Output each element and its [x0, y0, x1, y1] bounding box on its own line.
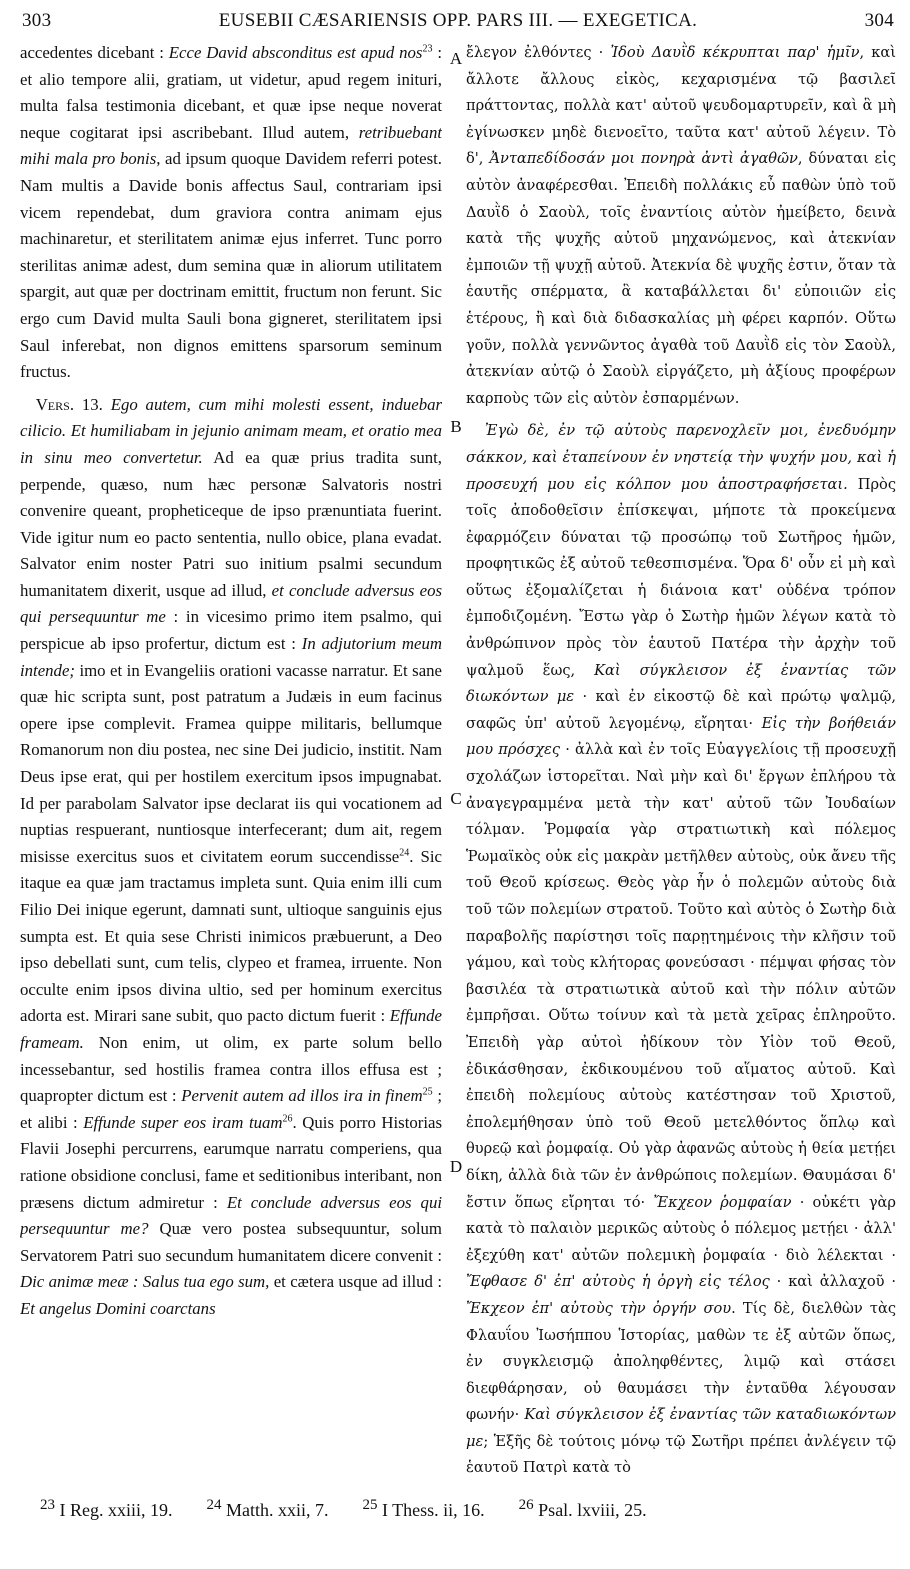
- text-run: ; Ἑξῆς δὲ τούτοις μόνῳ τῷ Σωτῆρι πρέπει ἀνλέγειν τῷ ἑαυτοῦ Πατρὶ κατὰ τὸ: [466, 1432, 896, 1477]
- scripture-quote: Καὶ σύγκλεισον ἐξ ἐναντίας τῶν καταδιωκόντων με: [466, 1406, 896, 1450]
- text-run: Non enim, ut olim, ex parte solum bello incessebantur, sed hostilis framea contra illos effusa est ; quapropter dictum est :: [20, 1032, 442, 1106]
- footnote-24: [207, 1497, 329, 1523]
- footnote-26: [519, 1497, 647, 1523]
- text-run: Πρὸς τοῖς ἀποδοθεῖσιν ἐπίσκεψαι, μήποτε τὰ προκείμενα ἐφαρμόζειν δύναται τῷ προσώπῳ τοῦ Σωτῆρος ἡμῶν, προφητικῶς ἐξ αὐτοῦ τεθεσπισμένα. Ὅρα δ' οὖν εἰ μὴ καὶ οὕτως ἐξομαλίζεται ἡ διάνοια κατ' οὐδένα τρόπον ἐμποδιζομένη. Ἔστω γὰρ ὁ Σωτὴρ ἡμῶν λέγων κατὰ τὸ ἀνθρώπινον πρὸς τὸν ἑαυτοῦ Πατέρα τὴν ἀρχὴν τοῦ ψαλμοῦ ἕως,: [466, 475, 896, 679]
- footnote-mark: 24: [206, 1497, 222, 1513]
- text-run: Quæ vero postea subsequuntur, solum Servatorem Patri suo secundum humanitatem dicere convenit :: [20, 1219, 442, 1265]
- scripture-quote: Καὶ σύγκλεισον ἐξ ἐναντίας τῶν διωκόντων με: [466, 661, 896, 706]
- scripture-quote: Ἔφθασε δ' ἐπ' αὐτοὺς ἡ ὀργὴ εἰς τέλος: [466, 1273, 770, 1291]
- footnote-25: [363, 1497, 485, 1523]
- text-run: · καὶ ἀλλαχοῦ ·: [769, 1273, 896, 1291]
- footnote-mark: 25: [362, 1497, 378, 1513]
- text-run: accedentes dicebant :: [20, 43, 169, 62]
- footnote-ref: 23: [422, 43, 433, 55]
- text-run: . Τίς δὲ, διελθὼν τὰς Φλαυΐου Ἰωσήππου Ἱστορίας, μαθὼν τε ἐξ αὐτῶν ὅπως, ἐν συγκλεισμῷ ἀποληφθέντες, λιμῷ καὶ στάσει διεφθάρησαν, οὐ θαυμάσει τὴν ἐνταῦθα λέγουσαν φωνήν·: [466, 1299, 896, 1424]
- margin-marker-c: C: [450, 789, 462, 808]
- footnote-text: I Thess. ii, 16.: [377, 1500, 485, 1520]
- running-title: EUSEBII CÆSARIENSIS OPP. PARS III. — EXEGETICA.: [218, 10, 698, 31]
- greek-paragraph-1: [466, 40, 896, 412]
- text-run: ἔλεγον ἐλθόντες ·: [466, 44, 611, 61]
- scripture-quote: Et conclude adversus eos qui persequuntur me?: [20, 1192, 442, 1239]
- scripture-quote: Ἀνταπεδίδοσάν μοι πονηρὰ ἀντὶ ἀγαθῶν: [489, 150, 798, 168]
- scripture-quote: Pervenit autem ad illos ira in finem: [181, 1086, 423, 1106]
- page-number-right: 304: [864, 10, 894, 31]
- scripture-quote: Ecce David absconditus est apud nos: [168, 43, 423, 62]
- text-run: · οὐκέτι γὰρ κατὰ τὸ παλαιὸν μερικῶς αὐτοὺς ὁ πόλεμος μετῄει · ἀλλ' ἐξεχύθη κατ' αὐτῶν πολεμικὴ ῥομφαία · διὸ λέλεκται ·: [466, 1193, 896, 1264]
- footnote-23: [40, 1497, 173, 1523]
- scripture-quote: Ἔκχεον ἐπ' αὐτοὺς τὴν ὀργήν σου: [466, 1299, 732, 1317]
- text-run: , ad ipsum quoque Davidem referri potest. Nam multis a Davide bonis affectus Saul, contrariam ipsi vicem rependebat, dum graviora contra animam ejus machinaretur, et sterilitatem animæ ejus inferret. Tunc porro sterilitas animæ adest, dum semina quæ in aliorum utilitatem spargit, aut quæ per doctrinam emittit, fructum non ferunt. Sic ergo cum David multa Sauli bona gigneret, sterilitatem ipsi Saul inferebat, non dignos emittens sparsorum seminum fructus.: [20, 149, 442, 382]
- verse-label: Vers: [35, 394, 70, 414]
- scripture-quote: In adjutorium meum intende;: [20, 634, 442, 680]
- footnote-mark: 23: [40, 1497, 55, 1513]
- scripture-quote: Ego autem, cum mihi molesti essent, induebar cilicio. Et humiliabam in jejunio animam meam, et oratio mea in sinu meo convertetur.: [20, 394, 442, 467]
- text-run: : et alio tempore alii, gratiam, ut videtur, apud regem inituri, multa falsa testimonia dicebant, et quæ ipse neque noverat neque cogitarat ipsi ascribebant. Illud autem,: [20, 43, 442, 142]
- scripture-quote: Ἔκχεον ῥομφαίαν: [653, 1193, 792, 1211]
- greek-paragraph-2: [466, 418, 896, 1480]
- text-run: , δύναται εἰς αὐτὸν ἀναφέρεσθαι. Ἐπειδὴ πολλάκις εὖ παθὼν ὑπὸ τοῦ Δαυῒδ ὁ Σαοὺλ, τοῖς ἐναντίοις αὐτὸν ἠμείβετο, δεινὰ κατὰ τῆς ψυχῆς αὐτοῦ μηχανώμενος, καὶ ἀτεκνίαν ἐμποιῶν τῇ ψυχῇ αὐτοῦ. Ἀτεκνία δὲ ψυχῆς ἐστιν, ὅταν τὰ ἑαυτῆς σπέρματα, ἃ καταβάλλεται δι' εὐποιιῶν εἰς ἑτέρους, ἢ καὶ διὰ διδασκαλίας μὴ φέρει καρπόν. Οὕτω γοῦν, πολλὰ γεννῶντος ἀγαθὰ τοῦ Δαυῒδ εἰς τὸν Σαοὺλ, ἀτεκνίαν αὐτῷ ὁ Σαοὺλ εἰργάζετο, μὴ ἀξίους προφέρων καρποὺς τῶν εἰς αὐτὸν ἐσπαρμένων.: [466, 150, 896, 407]
- latin-paragraph-1: [20, 40, 442, 386]
- footnotes: [40, 1497, 870, 1523]
- text-run: : in vicesimo primo item psalmo, qui perspicue ab ipso profertur, dictum est :: [20, 607, 442, 654]
- text-run: Ad ea quæ prius tradita sunt, perpende, quæso, num hæc personæ Salvatoris nostri convenire queant, propheticeque de ipso prænuntiata fuerint. Vide igitur num eo pacto sententia, nullo obice, plana evadat. Salvator enim noster Patri suo initium psalmi secundum humanitatem dixerit, usque ad illud,: [20, 447, 442, 600]
- text-run: ; et alibi :: [20, 1086, 442, 1132]
- page-number-left: 303: [22, 10, 52, 31]
- text-run: · ἀλλὰ καὶ ἐν τοῖς Εὐαγγελίοις τῇ προσευχῇ σχολάζων ἱστορεῖται. Ναὶ μὴν καὶ δι' ἔργων ἐπλήρου τὰ ἀναγεγραμμένα μετὰ τὴν κατ' αὐτοῦ τῶν Ἰουδαίων τόλμαν. Ῥομφαία γὰρ στρατιωτικὴ καὶ πόλεμος Ῥωμαϊκὸς οὐκ εἰς μακρὰν μετῆλθεν αὐτοὺς, οὐκ ἄνευ τῆς τοῦ Θεοῦ κρίσεως. Θεὸς γὰρ ἦν ὁ πολεμῶν αὐτοὺς διὰ τοῦ τῶν πολεμίων στρατοῦ. Τοῦτο καὶ αὐτὸς ὁ Σωτὴρ διὰ παραβολῆς παρίστησι τοῖς παρῃτημένοις τὴν κλῆσιν τοῦ γάμου, καὶ τοὺς κλήτορας φονεύσασι · πέμψαι φήσας τὸν βασιλέα τὰ στρατιωτικὰ αὐτοῦ καὶ τὴν πόλιν αὐτῶν ἐμπρῆσαι. Οὕτω τοίνυν καὶ τὰ μετὰ χεῖρας ἐπληροῦτο. Ἐπειδὴ γὰρ αὐτοὶ ἠδίκουν τὸν Υἱὸν τοῦ Θεοῦ, ἐδικάσθησαν, ἐκδικουμένου τοῦ αἵματος αὐτοῦ. Καὶ ἐπειδὴ πολεμίους αὐτοὺς κατέστησαν τοῦ Χριστοῦ, ἐπολεμήθησαν ὑπὸ τοῦ Θεοῦ μετελθόντος ὅπλῳ καὶ θυρεῷ καὶ ῥομφαίᾳ. Οὐ γὰρ ἀφανῶς αὐτοὺς ἡ θεία μετῄει δίκη, ἀλλὰ διὰ τῶν ἐν ἀνθρώποις πολεμίων. Θαυμάσαι δ' ἔστιν ὅπως εἴρηται τό·: [466, 741, 896, 1211]
- scripture-quote: Effunde frameam.: [20, 1006, 442, 1052]
- scripture-quote: Et angelus Domini coarctans: [20, 1298, 216, 1318]
- text-run: , καὶ ἄλλοτε ἄλλους εἰκὸς, κεχαρισμένα τῷ βασιλεῖ πράττοντας, πολλὰ κατ' αὐτοῦ ψευδομαρτυρεῖν, καὶ ἃ μὴ ἐγίνωσκεν μηδὲ διενοεῖτο, ταῦτα κατ' αὐτοῦ λέγειν. Τὸ δ',: [466, 44, 896, 168]
- scripture-quote: retribuebant mihi mala pro bonis: [20, 122, 442, 169]
- scripture-quote: Εἰς τὴν βοήθειάν μου πρόσχες: [466, 714, 896, 759]
- text-run: imo et in Evangeliis orationi vacasse narratur. Et sane quæ hic scripta sunt, post patratum a Judæis in eum facinus opere ipse complevit. Framea quippe militaris, bellumque Romanorum non diu postea, nec sine Dei judicio, institit. Nam Deus ipse erat, qui per hostilem exercitum ipsos impugnabat. Id per parabolam Salvator ipse declarat iis qui vocationem ad nuptias respuerant, nuntiosque interfecerant; dum ait, regem misisse exercitus suos et civitatem eorum succendisse: [20, 660, 442, 866]
- scripture-quote: Ἐγὼ δὲ, ἐν τῷ αὐτοὺς παρενοχλεῖν μοι, ἐνεδυόμην σάκκον, καὶ ἐταπείνουν ἐν νηστείᾳ τὴν ψυχήν μου, καὶ ἡ προσευχή μου εἰς κόλπον μου ἀποστραφήσεται.: [466, 422, 896, 493]
- footnote-ref: 24: [399, 847, 410, 859]
- text-run: et cætera usque ad illud :: [269, 1272, 442, 1292]
- footnote-text: I Reg. xxiii, 19.: [55, 1500, 173, 1520]
- greek-column: [466, 40, 896, 1480]
- text-run: · καὶ ἐν εἰκοστῷ δὲ καὶ πρώτῳ ψαλμῷ, σαφῶς ὑπ' αὐτοῦ λεγομένῳ, εἴρηται·: [466, 688, 896, 732]
- footnote-text: Psal. lxviii, 25.: [533, 1500, 647, 1520]
- page-header: [22, 10, 894, 36]
- footnote-mark: 26: [518, 1497, 534, 1513]
- margin-marker-b: B: [450, 417, 462, 436]
- text-run: . Sic itaque ea quæ jam tractamus impleta sunt. Quia enim illi cum Filio Dei inique egerunt, damnati sunt, ultioque sanguinis ejus sumpta est. Et quia sese Christi inimicos præbuerunt, a Deo ipso debellati sunt, cum telis, clypeo et framea, irruente. Non occulte enim ipsos divina ultio, sed per hominum exercitus adorta est. Mirari sane subit, quo pacto dictum fuerit :: [20, 846, 442, 1026]
- scripture-quote: Dic animæ meæ : Salus tua ego sum,: [20, 1272, 270, 1292]
- verse-number: . 13.: [69, 394, 111, 414]
- scripture-quote: Effunde super eos iram tuam: [83, 1112, 283, 1132]
- latin-paragraph-2: [20, 392, 442, 1323]
- margin-marker-a: A: [449, 49, 463, 68]
- latin-column: [20, 40, 442, 1480]
- footnote-text: Matth. xxii, 7.: [221, 1500, 329, 1520]
- scripture-quote: et conclude adversus eos qui persequuntur me: [20, 580, 442, 627]
- text-run: . Quis porro Historias Flavii Josephi percurrens, earumque narratu comperiens, qua ratione obsidione conclusi, fame et seditionibus interibant, non præsens dictum admiretur :: [20, 1112, 442, 1212]
- margin-marker-d: D: [449, 1157, 463, 1176]
- footnote-ref: 26: [282, 1113, 293, 1125]
- scripture-quote: Ἰδοὺ Δαυῒδ κέκρυπται παρ' ἡμῖν: [610, 44, 860, 61]
- footnote-ref: 25: [422, 1086, 433, 1098]
